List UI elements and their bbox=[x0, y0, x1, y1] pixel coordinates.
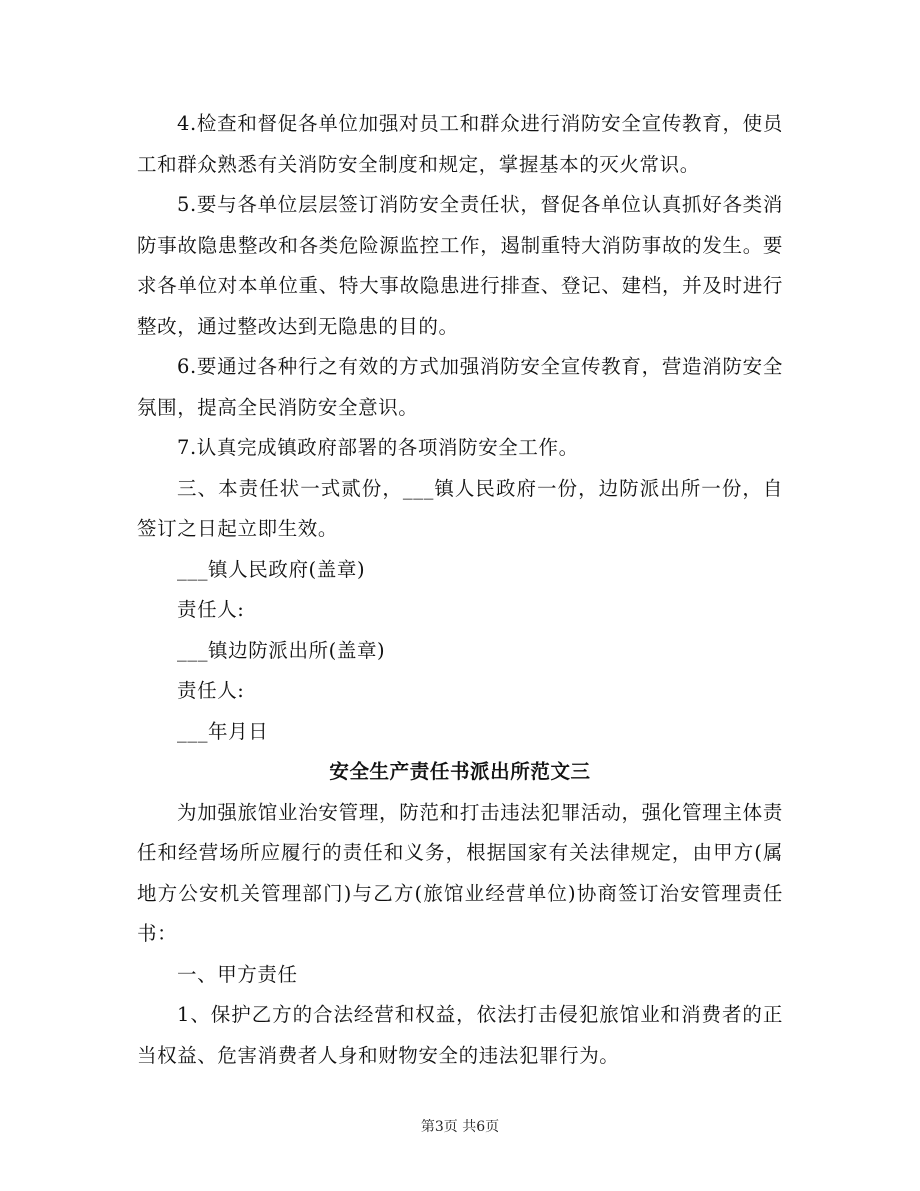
section-intro-paragraph: 为加强旅馆业治安管理，防范和打击违法犯罪活动，强化管理主体责任和经营场所应履行的责任和义务，根据国家有关法律规定，由甲方(属地方公安机关管理部门)与乙方(旅馆业经营单位)协商签订治安管理责任书： bbox=[137, 800, 783, 945]
paragraph-item-7: 7.认真完成镇政府部署的各项消防安全工作。 bbox=[177, 436, 579, 459]
paragraph-item-6: 6.要通过各种行之有效的方式加强消防安全宣传教育，营造消防安全氛围，提高全民消防安全意识。 bbox=[137, 355, 783, 419]
section-subheading-party-a: 一、甲方责任 bbox=[177, 962, 298, 986]
signature-responsible-person-1: 责任人: bbox=[177, 598, 245, 621]
signature-responsible-person-2: 责任人: bbox=[177, 679, 245, 702]
section-title: 安全生产责任书派出所范文三 bbox=[329, 760, 591, 783]
signature-date: ___年月日 bbox=[177, 719, 269, 743]
paragraph-item-4: 4.检查和督促各单位加强对员工和群众进行消防安全宣传教育，使员工和群众熟悉有关消防安全制度和规定，掌握基本的灭火常识。 bbox=[137, 112, 783, 176]
paragraph-copies-clause: 三、本责任状一式贰份，___镇人民政府一份，边防派出所一份，自签订之日起立即生效。 bbox=[137, 476, 783, 540]
paragraph-item-5: 5.要与各单位层层签订消防安全责任状，督促各单位认真抓好各类消防事故隐患整改和各类危险源监控工作，遏制重特大消防事故的发生。要求各单位对本单位重、特大事故隐患进行排查、登记、建档，并及时进行整改，通过整改达到无隐患的目的。 bbox=[137, 193, 783, 338]
document-body bbox=[137, 104, 783, 1076]
signature-town-government: ___镇人民政府(盖章) bbox=[177, 557, 366, 581]
section-paragraph-item-1: 1、保护乙方的合法经营和权益，依法打击侵犯旅馆业和消费者的正当权益、危害消费者人身和财物安全的违法犯罪行为。 bbox=[137, 1003, 783, 1067]
page-indicator: 第3页 共6页 bbox=[420, 1119, 500, 1135]
signature-border-police-station: ___镇边防派出所(盖章) bbox=[177, 638, 386, 662]
